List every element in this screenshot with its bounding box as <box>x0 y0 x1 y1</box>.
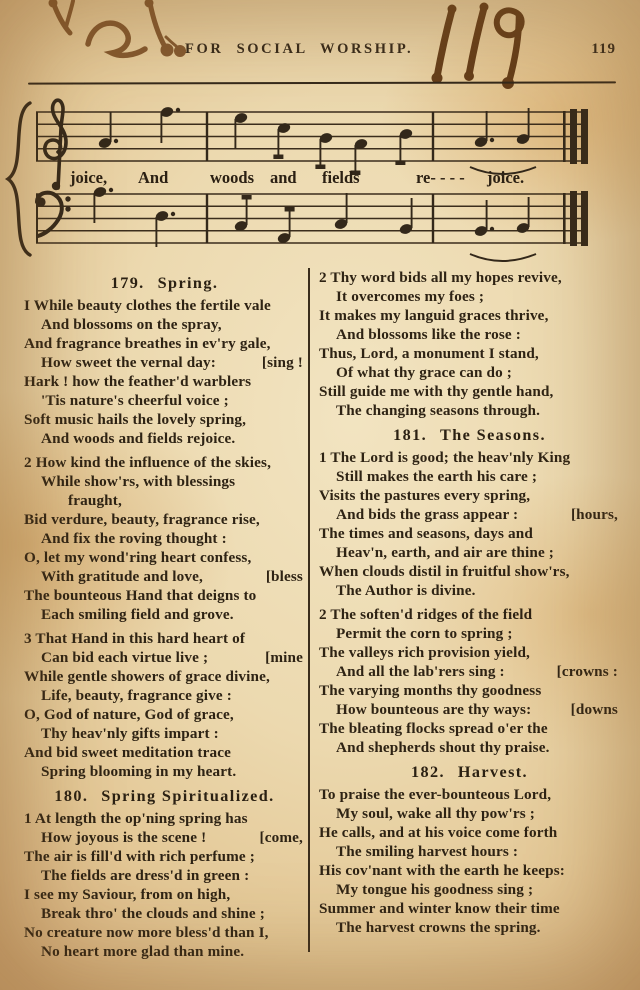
hymn-line <box>319 382 620 401</box>
final-barline <box>570 109 577 164</box>
hymn-heading <box>319 425 620 445</box>
note <box>155 210 176 247</box>
hymn-line <box>24 605 305 624</box>
handwritten-page-number <box>432 3 522 89</box>
hymn-number: 179. <box>110 274 145 292</box>
hymn-line <box>319 448 620 467</box>
hymn-line <box>24 686 305 705</box>
hymn-line <box>24 296 305 315</box>
hymn-line-text: 3 That Hand in this hard heart of <box>24 630 246 647</box>
hymn-number: 181. <box>393 426 428 444</box>
hymn-line-text: The bleating flocks spread o'er the <box>319 720 548 737</box>
column-divider <box>308 268 310 952</box>
hymn-line <box>319 643 620 662</box>
hymn-line <box>319 325 620 344</box>
hymn-line-text: To praise the ever-bounteous Lord, <box>319 786 552 803</box>
hymn-line-text: The times and seasons, days and <box>319 525 533 542</box>
hymn-verse <box>319 785 620 937</box>
hymn-line <box>319 543 620 562</box>
hymn-line-text: It overcomes my foes ; <box>336 288 485 305</box>
hymn-title: Spring. <box>157 274 219 292</box>
hymn-line <box>24 705 305 724</box>
hymn-line <box>24 429 305 448</box>
note-flag <box>273 155 283 160</box>
hymn-line <box>24 510 305 529</box>
hymn-line <box>24 942 305 961</box>
note-flag <box>395 161 405 166</box>
hymn-line-text: 1 At length the op'ning spring has <box>24 810 248 827</box>
hymn-line <box>24 667 305 686</box>
hymn-line <box>24 491 305 510</box>
hymn-line-text: I While beauty clothes the fertile vale <box>24 297 271 314</box>
hymn-line <box>24 529 305 548</box>
hymn-line-text: No creature now more bless'd than I, <box>24 924 269 941</box>
hymn-line-text: My soul, wake all thy pow'rs ; <box>336 805 535 822</box>
hymn-line <box>319 581 620 600</box>
hymn-line-text: Hark ! how the feather'd warblers <box>24 373 252 390</box>
hymn-line <box>319 401 620 420</box>
hymn-line-text: Summer and winter know their time <box>319 900 560 917</box>
hymn-line <box>24 391 305 410</box>
hymn-line-text: It makes my languid graces thrive, <box>319 307 549 324</box>
note-dot <box>114 139 118 143</box>
hymn-line-text: O, God of nature, God of grace, <box>24 706 234 723</box>
handwritten-ink-marks <box>0 0 640 100</box>
catchword: [mine <box>265 649 303 666</box>
hymn-line-text: And shepherds shout thy praise. <box>336 739 550 756</box>
hymn-line <box>319 562 620 581</box>
hymn-line <box>24 410 305 429</box>
note <box>93 186 114 223</box>
hymn-line <box>319 486 620 505</box>
hymn-line <box>319 918 620 937</box>
hymn-line-text: Thus, Lord, a monument I stand, <box>319 345 539 362</box>
catchword: [bless <box>265 568 303 585</box>
hymn-line <box>24 724 305 743</box>
catchword: [sing ! <box>261 354 303 371</box>
hymn-line-text: And all the lab'rers sing : <box>336 663 505 680</box>
hymn-line <box>319 785 620 804</box>
hymn-column-right <box>319 268 620 968</box>
hymn-line <box>319 662 620 681</box>
hymn-line <box>24 923 305 942</box>
music-lyric: joice, <box>70 168 108 187</box>
hymn-line <box>24 866 305 885</box>
note-dot <box>171 212 175 216</box>
hymn-line-text: While gentle showers of grace divine, <box>24 668 270 685</box>
final-barline <box>563 111 566 162</box>
note <box>98 112 119 149</box>
note-dot <box>490 138 494 142</box>
hymn-line <box>319 681 620 700</box>
note <box>516 108 531 145</box>
hymn-line <box>319 738 620 757</box>
hymn-line <box>319 880 620 899</box>
hymn-verse <box>319 605 620 757</box>
hymn-line <box>24 629 305 648</box>
hymn-line-text: The varying months thy goodness <box>319 682 542 699</box>
ink-bleed-through-mark <box>49 0 186 57</box>
hymn-line-text: Life, beauty, fragrance give : <box>41 687 232 704</box>
hymn-line-text: And woods and fields rejoice. <box>41 430 236 447</box>
hymn-heading <box>24 273 305 293</box>
hymn-line-text: Can bid each virtue live ; <box>41 649 209 666</box>
bass-clef-icon <box>65 206 70 211</box>
hymn-number: 182. <box>410 763 445 781</box>
hymn-line <box>319 899 620 918</box>
hymn-line-text: His cov'nant with the earth he keeps: <box>319 862 566 879</box>
hymn-line-text: With gratitude and love, <box>41 568 203 585</box>
hymn-line-text: Of what thy grace can do ; <box>336 364 513 381</box>
hymn-line <box>319 524 620 543</box>
hymn-line-text: And bids the grass appear : <box>336 506 519 523</box>
hymn-line-text: 2 How kind the influence of the skies, <box>24 454 272 471</box>
music-lyric: fields <box>322 168 360 187</box>
hymn-line-text: And blossoms like the rose : <box>336 326 521 343</box>
hymn-line-text: Still guide me with thy gentle hand, <box>319 383 554 400</box>
hymn-title: Harvest. <box>457 763 529 781</box>
hymn-line <box>24 315 305 334</box>
note-dot <box>490 227 494 231</box>
hymn-line <box>24 648 305 667</box>
hymn-line <box>24 567 305 586</box>
hymn-line-text: The smiling harvest hours : <box>336 843 519 860</box>
hymn-line <box>24 548 305 567</box>
note <box>273 122 291 159</box>
hymn-line-text: And fix the roving thought : <box>41 530 227 547</box>
catchword: [come, <box>259 829 303 846</box>
hymn-line-text: Heav'n, earth, and air are thine ; <box>336 544 554 561</box>
hymn-line <box>24 353 305 372</box>
final-barline <box>581 109 588 164</box>
note <box>399 198 414 235</box>
hymn-number: 180. <box>54 787 89 805</box>
hymn-line-text: The Author is divine. <box>336 582 476 599</box>
hymn-verse <box>24 453 305 624</box>
hymn-line-text: And fragrance breathes in ev'ry gale, <box>24 335 271 352</box>
note-dot <box>109 188 113 192</box>
note <box>334 193 349 230</box>
hymn-heading <box>24 786 305 806</box>
hymn-line-text: Thy heav'nly gifts impart : <box>41 725 219 742</box>
hymn-line-text: When clouds distil in fruitful show'rs, <box>319 563 570 580</box>
hymn-line <box>319 719 620 738</box>
hymn-title: The Seasons. <box>440 426 546 444</box>
treble-clef-icon <box>52 182 60 190</box>
treble-clef-icon <box>45 100 66 188</box>
hymn-line <box>319 505 620 524</box>
note <box>474 111 495 148</box>
hymn-line <box>319 287 620 306</box>
catchword: [hours, <box>570 506 618 523</box>
hymn-line-text: How bounteous are thy ways: <box>336 701 532 718</box>
hymn-line <box>24 904 305 923</box>
hymn-line <box>24 828 305 847</box>
hymn-columns <box>24 268 620 968</box>
hymn-line <box>24 743 305 762</box>
hymn-line <box>319 344 620 363</box>
hymn-verse <box>24 809 305 961</box>
hymn-line <box>24 809 305 828</box>
hymn-line <box>24 762 305 781</box>
hymn-line-text: The bounteous Hand that deigns to <box>24 587 257 604</box>
hymn-line <box>319 467 620 486</box>
note-flag <box>242 195 252 200</box>
hymn-line <box>319 804 620 823</box>
hymn-line-text: 1 The Lord is good; the heav'nly King <box>319 449 571 466</box>
note-flag <box>285 207 295 212</box>
music-notation <box>0 95 640 273</box>
hymn-line-text: 2 The soften'd ridges of the field <box>319 606 533 623</box>
hymn-line-text: He calls, and at his voice come forth <box>319 824 558 841</box>
hymn-line-text: Bid verdure, beauty, fragrance rise, <box>24 511 260 528</box>
hymn-line-text: And bid sweet meditation trace <box>24 744 231 761</box>
hymn-line-text: Visits the pastures every spring, <box>319 487 531 504</box>
music-lyric: re- - - - <box>416 168 465 187</box>
hymn-line-text: How joyous is the scene ! <box>41 829 207 846</box>
hymn-verse <box>319 448 620 600</box>
hymn-line-text: I see my Saviour, from on high, <box>24 886 231 903</box>
system-brace <box>8 103 30 255</box>
bass-clef-icon <box>65 196 70 201</box>
catchword: [crowns : <box>556 663 618 680</box>
hymn-line <box>319 306 620 325</box>
running-title: FOR SOCIAL WORSHIP. <box>185 41 414 57</box>
final-barline <box>563 193 566 244</box>
hymn-line-text: The fields are dress'd in green : <box>41 867 250 884</box>
hymn-verse <box>24 629 305 781</box>
hymn-line-text: 'Tis nature's cheerful voice ; <box>41 392 229 409</box>
hymn-line-text: Spring blooming in my heart. <box>41 763 237 780</box>
hymn-line <box>319 861 620 880</box>
hymn-line <box>24 372 305 391</box>
music-lyric: And <box>138 168 169 187</box>
hymn-line <box>24 453 305 472</box>
note <box>516 197 531 234</box>
catchword: [downs <box>570 701 618 718</box>
page-number: 119 <box>591 41 616 57</box>
hymn-line-text: The air is fill'd with rich perfume ; <box>24 848 255 865</box>
note-dot <box>176 108 180 112</box>
slur <box>470 254 536 261</box>
hymn-line-text: O, let my wond'ring heart confess, <box>24 549 252 566</box>
final-barline <box>570 191 577 246</box>
hymn-line <box>319 624 620 643</box>
note <box>395 128 413 165</box>
note <box>234 112 249 149</box>
music-lyric: joice. <box>487 168 525 187</box>
hymn-line-text: fraught, <box>68 492 122 509</box>
note <box>277 207 295 244</box>
hymn-line-text: No heart more glad than mine. <box>41 943 245 960</box>
hymn-verse <box>319 268 620 420</box>
hymn-line <box>24 472 305 491</box>
hymn-line <box>319 823 620 842</box>
hymn-line-text: Soft music hails the lovely spring, <box>24 411 247 428</box>
hymn-heading <box>319 762 620 782</box>
hymn-line <box>319 605 620 624</box>
hymn-line-text: Still makes the earth his care ; <box>336 468 538 485</box>
hymn-line-text: The harvest crowns the spring. <box>336 919 541 936</box>
hymn-column-left <box>24 268 305 968</box>
hymn-line-text: While show'rs, with blessings <box>41 473 236 490</box>
hymn-line <box>319 363 620 382</box>
final-barline <box>581 191 588 246</box>
hymn-line <box>24 847 305 866</box>
hymn-line <box>319 842 620 861</box>
hymn-line <box>24 334 305 353</box>
note <box>234 195 252 232</box>
hymn-line-text: How sweet the vernal day: <box>41 354 217 371</box>
hymn-line-text: 2 Thy word bids all my hopes revive, <box>319 269 562 286</box>
hymn-line-text: Each smiling field and grove. <box>41 606 234 623</box>
hymn-line-text: And blossoms on the spray, <box>41 316 222 333</box>
hymn-line-text: The changing seasons through. <box>336 402 541 419</box>
hymn-line <box>319 268 620 287</box>
hymn-line-text: Break thro' the clouds and shine ; <box>41 905 265 922</box>
hymn-verse <box>24 296 305 448</box>
hymn-line-text: Permit the corn to spring ; <box>336 625 513 642</box>
hymn-line <box>24 586 305 605</box>
hymn-line-text: The valleys rich provision yield, <box>319 644 530 661</box>
hymn-title: Spring Spiritualized. <box>101 787 275 805</box>
hymn-line <box>319 700 620 719</box>
hymn-line <box>24 885 305 904</box>
hymn-line-text: My tongue his goodness sing ; <box>336 881 534 898</box>
music-lyric: and <box>270 168 297 187</box>
music-lyric: woods <box>210 168 255 187</box>
